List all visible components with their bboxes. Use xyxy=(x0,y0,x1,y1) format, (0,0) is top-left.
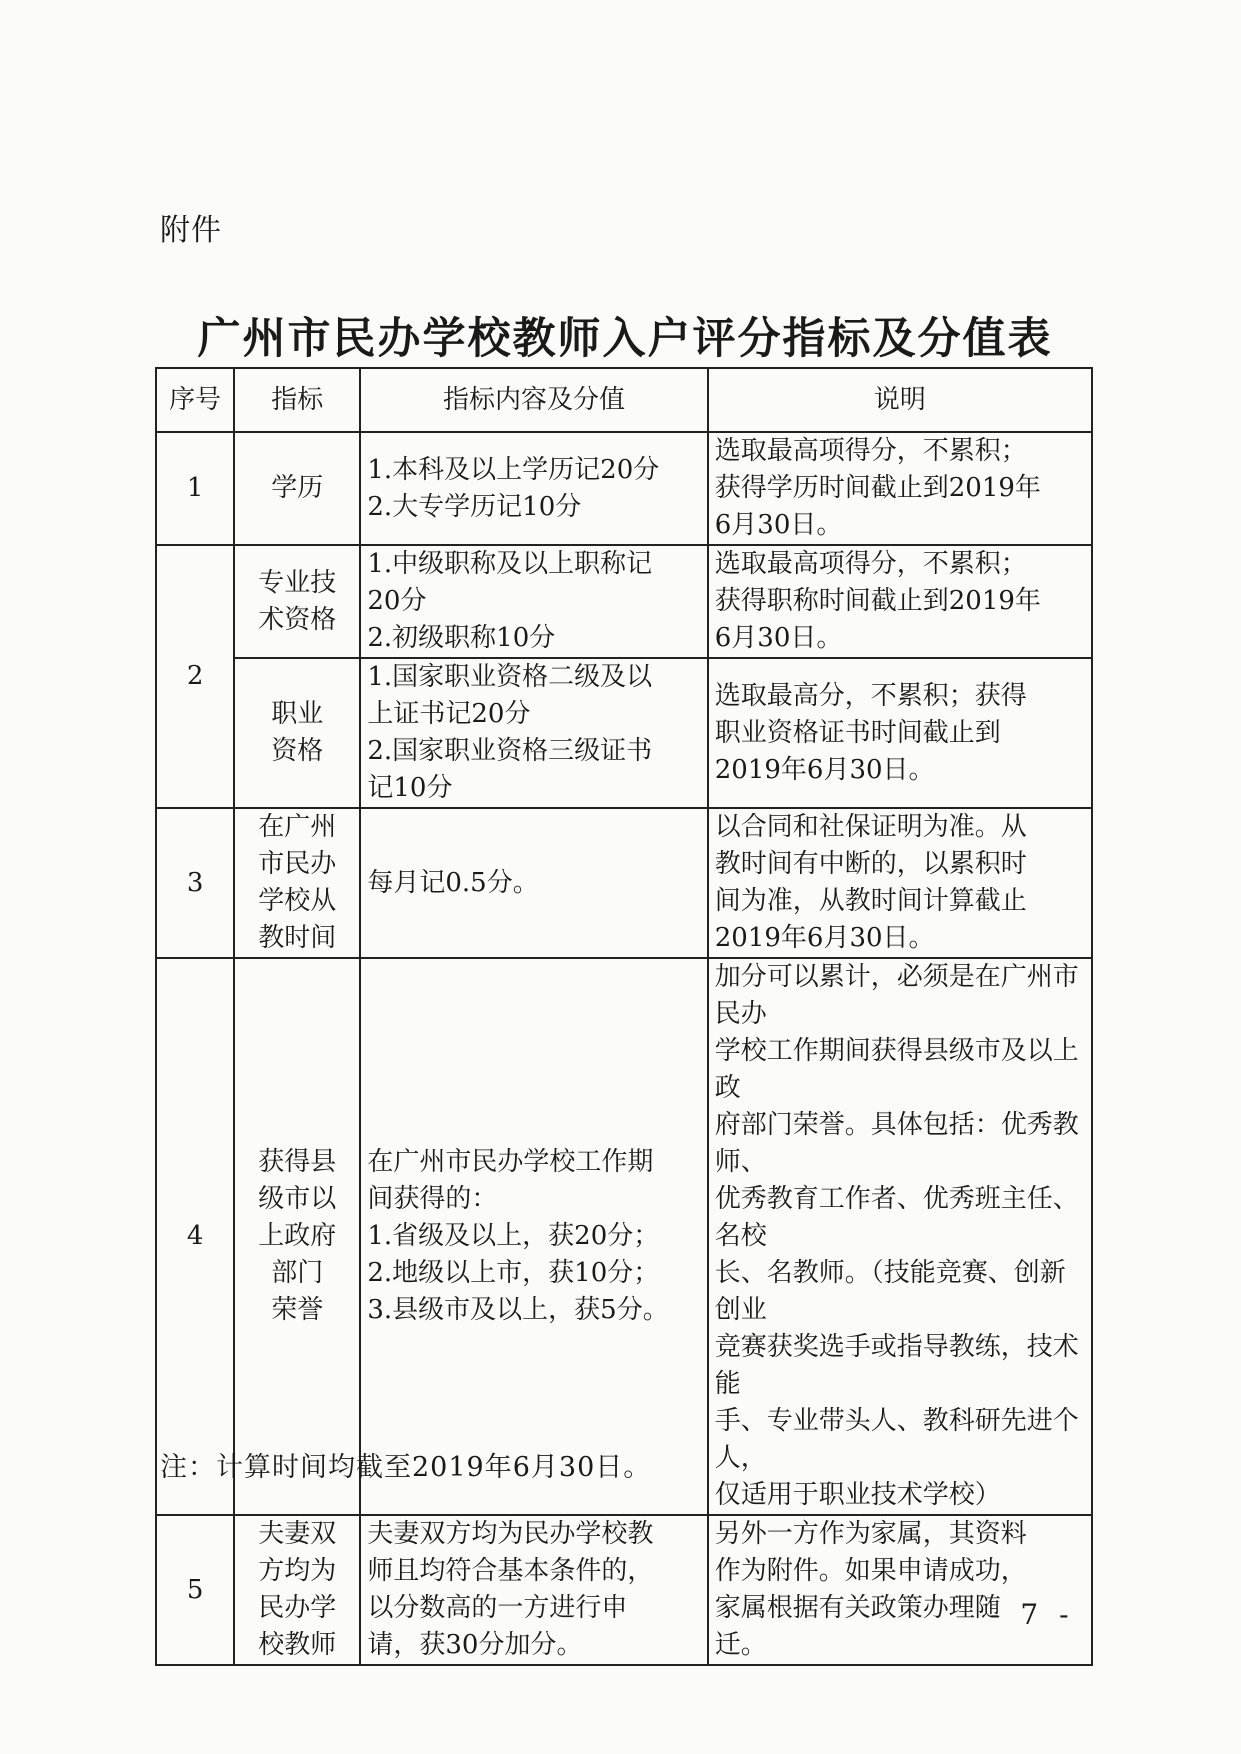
row-note: 选取最高项得分，不累积； 获得职称时间截止到2019年 6月30日。 xyxy=(708,545,1092,658)
header-content: 指标内容及分值 xyxy=(360,368,707,432)
row-note: 选取最高项得分，不累积； 获得学历时间截止到2019年 6月30日。 xyxy=(708,432,1092,545)
footnote: 注：计算时间均截至2019年6月30日。 xyxy=(160,1452,652,1483)
header-note: 说明 xyxy=(708,368,1092,432)
table-row xyxy=(156,432,1092,545)
attachment-label: 附件 xyxy=(160,213,222,248)
row-content: 1.国家职业资格二级及以 上证书记20分 2.国家职业资格三级证书 记10分 xyxy=(360,658,707,808)
row-content: 夫妻双方均为民办学校教 师且均符合基本条件的， 以分数高的一方进行申 请，获30分加分。 xyxy=(360,1515,707,1665)
table-row xyxy=(156,958,1092,1515)
table-row xyxy=(156,658,1092,808)
row-content: 每月记0.5分。 xyxy=(360,808,707,958)
row-content: 1.中级职称及以上职称记 20分 2.初级职称10分 xyxy=(360,545,707,658)
row-seq: 3 xyxy=(156,808,234,958)
row-note: 另外一方作为家属，其资料 作为附件。如果申请成功， 家属根据有关政策办理随 迁。 xyxy=(708,1515,1092,1665)
page-number: - 7 - xyxy=(990,1598,1075,1631)
row-indicator: 学历 xyxy=(234,432,360,545)
row-note: 以合同和社保证明为准。从 教时间有中断的，以累积时 间为准，从教时间计算截止 2019年6月30日。 xyxy=(708,808,1092,958)
row-seq: 1 xyxy=(156,432,234,545)
table-header-row xyxy=(156,368,1092,432)
row-note: 选取最高分，不累积；获得 职业资格证书时间截止到 2019年6月30日。 xyxy=(708,658,1092,808)
row-indicator: 获得县 级市以 上政府 部门 荣誉 xyxy=(234,958,360,1515)
row-content: 在广州市民办学校工作期 间获得的： 1.省级及以上，获20分； 2.地级以上市，获10分； 3.县级市及以上，获5分。 xyxy=(360,958,707,1515)
row-seq: 4 xyxy=(156,958,234,1515)
row-content: 1.本科及以上学历记20分 2.大专学历记10分 xyxy=(360,432,707,545)
header-indicator: 指标 xyxy=(234,368,360,432)
row-indicator: 职业 资格 xyxy=(234,658,360,808)
row-indicator: 夫妻双 方均为 民办学 校教师 xyxy=(234,1515,360,1665)
table-row xyxy=(156,1515,1092,1665)
row-seq: 5 xyxy=(156,1515,234,1665)
table-row xyxy=(156,808,1092,958)
page-title: 广州市民办学校教师入户评分指标及分值表 xyxy=(197,314,1053,364)
header-seq: 序号 xyxy=(156,368,234,432)
row-note: 加分可以累计，必须是在广州市民办 学校工作期间获得县级市及以上政 府部门荣誉。具体包括：优秀教师、 优秀教育工作者、优秀班主任、名校 长、名教师。（技能竞赛、创新创业 竞赛获奖选手或指导教练，技术能 手、专业带头人、教科研先进个人， 仅适用于职业技术学校） xyxy=(708,958,1092,1515)
row-indicator: 在广州 市民办 学校从 教时间 xyxy=(234,808,360,958)
table-row xyxy=(156,545,1092,658)
row-seq: 2 xyxy=(156,545,234,808)
row-indicator: 专业技 术资格 xyxy=(234,545,360,658)
